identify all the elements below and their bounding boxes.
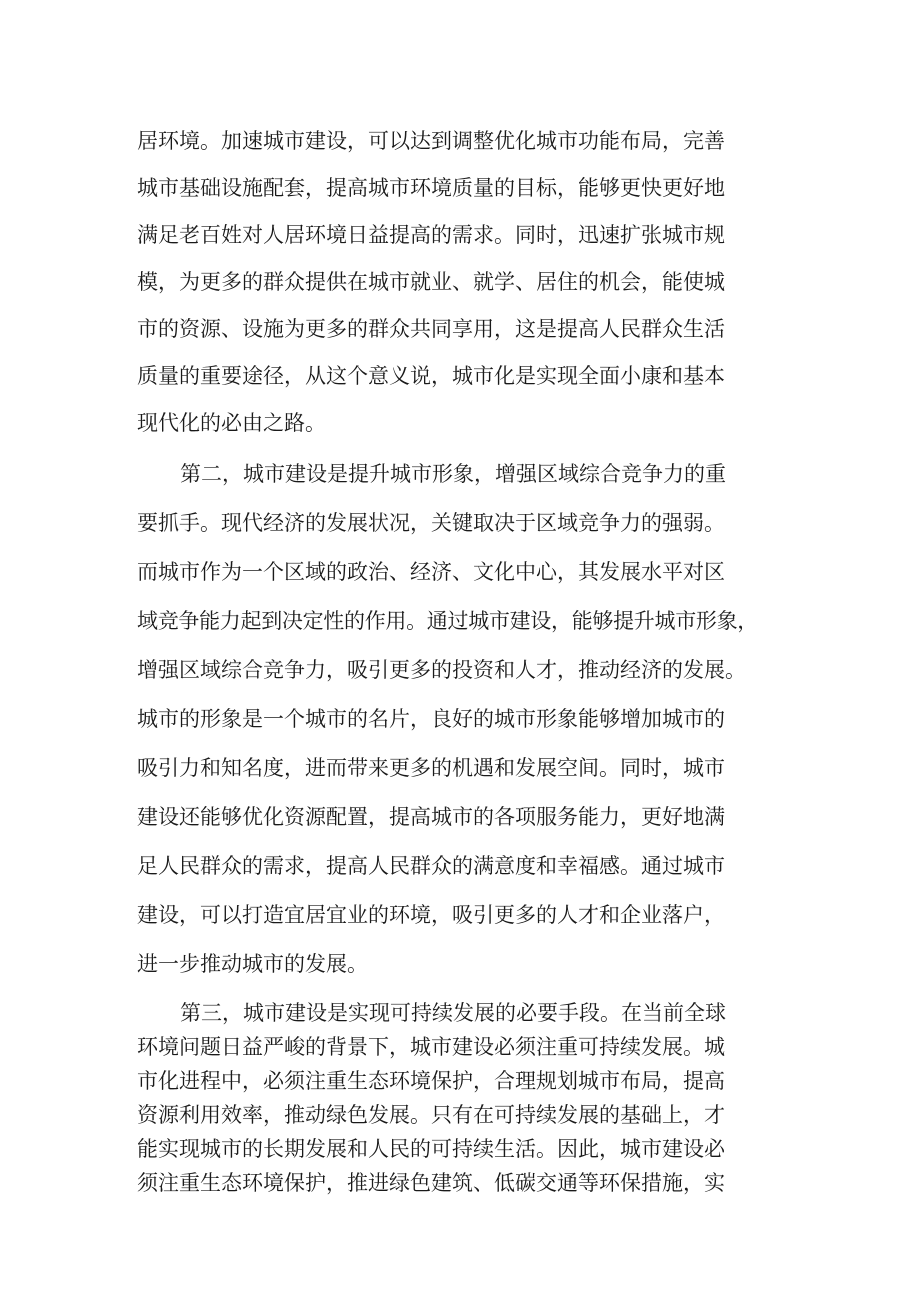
text-line: 增强区域综合竞争力，吸引更多的投资和人才，推动经济的发展。 xyxy=(137,658,746,682)
text-line: 能实现城市的长期发展和人民的可持续生活。因此，城市建设必 xyxy=(137,1137,725,1161)
text-line: 市的资源、设施为更多的群众共同享用，这是提高人民群众生活 xyxy=(137,317,725,341)
text-line: 第三，城市建设是实现可持续发展的必要手段。在当前全球 xyxy=(180,1001,726,1025)
text-line: 要抓手。现代经济的发展状况，关键取决于区域竞争力的强弱。 xyxy=(137,511,725,535)
text-line: 市化进程中，必须注重生态环境保护，合理规划城市布局，提高 xyxy=(137,1069,725,1093)
text-line: 建设还能够优化资源配置，提高城市的各项服务能力，更好地满 xyxy=(137,805,725,829)
text-line: 现代化的必由之路。 xyxy=(137,411,326,435)
text-line: 进一步推动城市的发展。 xyxy=(137,952,368,976)
text-line: 而城市作为一个区域的政治、经济、文化中心，其发展水平对区 xyxy=(137,560,725,584)
text-line: 须注重生态环境保护，推进绿色建筑、低碳交通等环保措施，实 xyxy=(137,1171,725,1195)
text-line: 城市的形象是一个城市的名片，良好的城市形象能够增加城市的 xyxy=(137,707,725,731)
text-line: 居环境。加速城市建设，可以达到调整优化城市功能布局，完善 xyxy=(137,129,725,153)
text-line: 模，为更多的群众提供在城市就业、就学、居住的机会，能使城 xyxy=(137,270,725,294)
text-line: 吸引力和知名度，进而带来更多的机遇和发展空间。同时，城市 xyxy=(137,756,725,780)
text-line: 满足老百姓对人居环境日益提高的需求。同时，迅速扩张城市规 xyxy=(137,223,725,247)
text-line: 城市基础设施配套，提高城市环境质量的目标，能够更快更好地 xyxy=(137,176,725,200)
text-line: 足人民群众的需求，提高人民群众的满意度和幸福感。通过城市 xyxy=(137,854,725,878)
text-line: 域竞争能力起到决定性的作用。通过城市建设，能够提升城市形象， xyxy=(137,609,758,633)
text-line: 资源利用效率，推动绿色发展。只有在可持续发展的基础上，才 xyxy=(137,1103,725,1127)
text-line: 建设，可以打造宜居宜业的环境，吸引更多的人才和企业落户， xyxy=(137,903,725,927)
text-line: 环境问题日益严峻的背景下，城市建设必须注重可持续发展。城 xyxy=(137,1035,725,1059)
text-line: 质量的重要途径，从这个意义说，城市化是实现全面小康和基本 xyxy=(137,364,725,388)
text-line: 第二，城市建设是提升城市形象，增强区域综合竞争力的重 xyxy=(180,462,726,486)
